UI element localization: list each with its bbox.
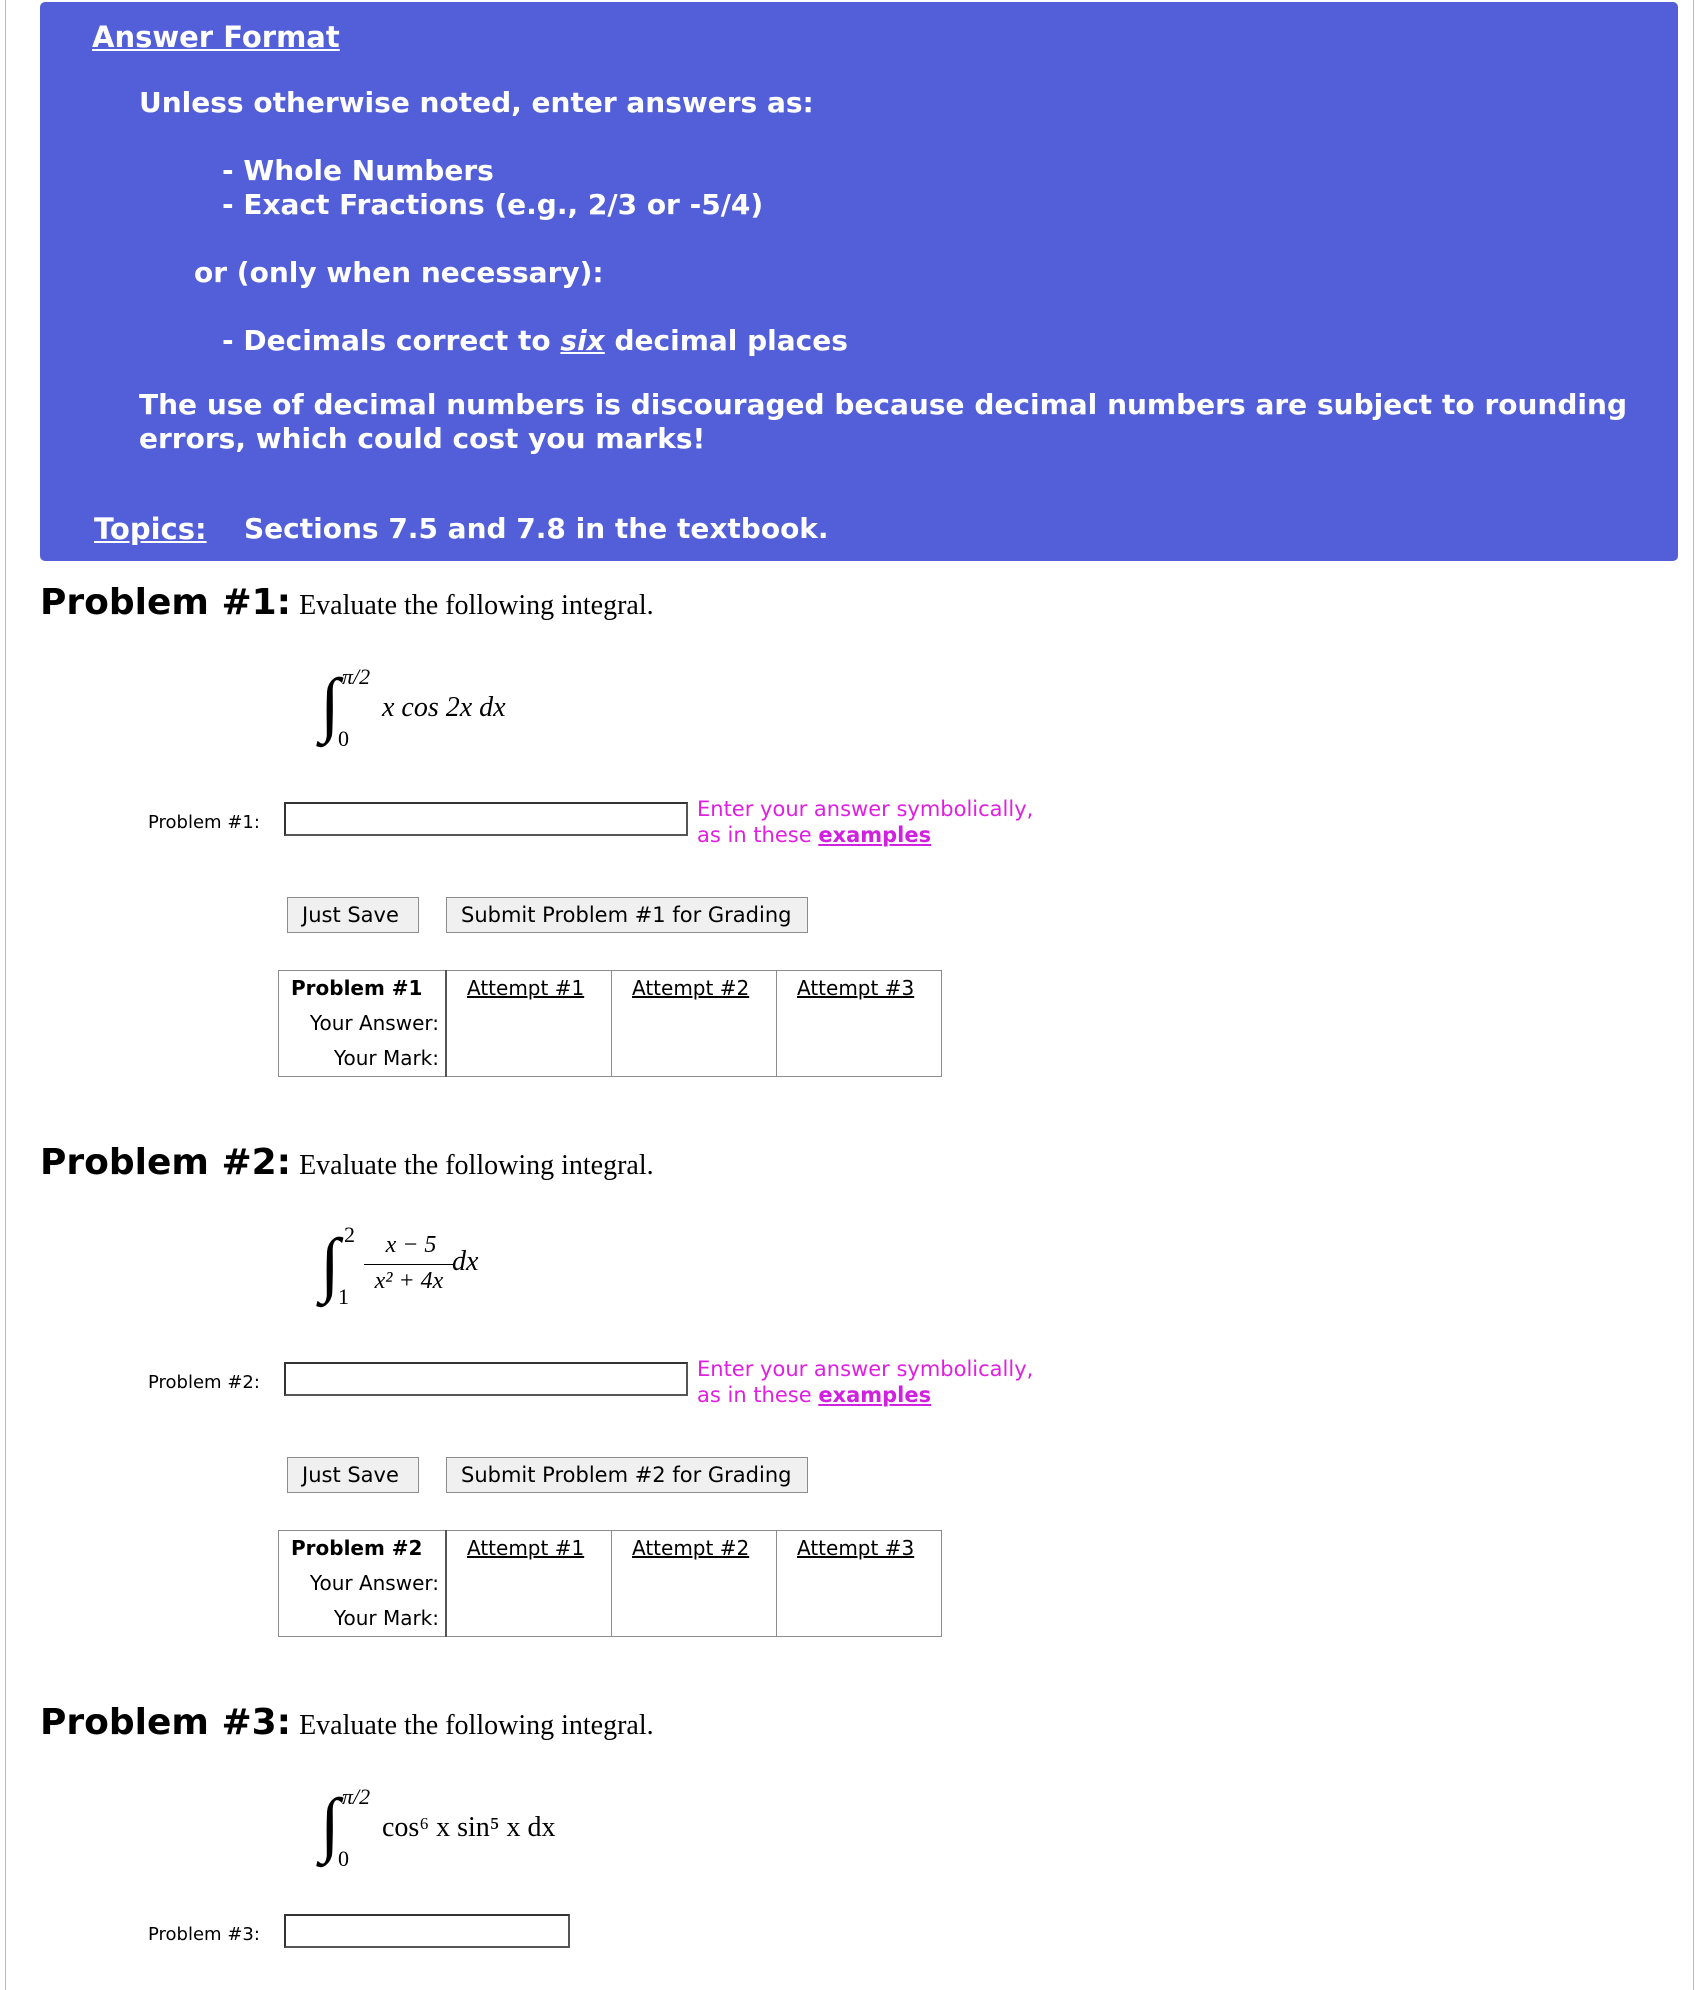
topics-value: Sections 7.5 and 7.8 in the textbook.	[244, 512, 829, 545]
lower-limit: 0	[338, 1846, 349, 1871]
table-header: Problem #1	[291, 976, 423, 1000]
examples-link[interactable]: examples	[818, 1383, 932, 1407]
your-answer-label: Your Answer:	[309, 1011, 439, 1035]
hint-line-2: as in these examples	[697, 1383, 932, 1407]
submit-button-2[interactable]: Submit Problem #2 for Grading	[446, 1457, 808, 1493]
problem-2-answer-input[interactable]	[284, 1362, 688, 1396]
problem-2-input-label: Problem #2:	[148, 1372, 260, 1393]
examples-link[interactable]: examples	[818, 823, 932, 847]
problem-3-question: Evaluate the following integral.	[299, 1710, 654, 1741]
problem-1-question: Evaluate the following integral.	[299, 590, 654, 621]
problem-3-heading	[40, 1702, 654, 1743]
hint-line-1: Enter your answer symbolically,	[697, 1357, 1034, 1381]
problem-1-hint	[697, 796, 1033, 848]
problem-2-hint	[697, 1356, 1033, 1408]
numerator: x − 5	[385, 1232, 437, 1258]
attempt-1-link[interactable]: Attempt #1	[467, 976, 585, 1000]
your-mark-label: Your Mark:	[333, 1046, 439, 1070]
decimal-warning: The use of decimal numbers is discouraged because decimal numbers are subject to rounding errors, which could cost you marks!	[139, 388, 1627, 455]
attempts-table-2	[278, 1530, 942, 1637]
integrand: cos⁶ x sin⁵ x dx	[382, 1812, 556, 1843]
problem-2-heading	[40, 1142, 654, 1183]
just-save-button-2[interactable]: Just Save	[287, 1457, 419, 1493]
lower-limit: 1	[338, 1284, 349, 1309]
problem-3-title: Problem #3:	[40, 1702, 292, 1743]
denominator: x² + 4x	[374, 1268, 444, 1294]
lower-limit: 0	[338, 726, 349, 751]
attempts-table-1	[278, 970, 942, 1077]
your-mark-label: Your Mark:	[333, 1606, 439, 1630]
hint-line-2: as in these examples	[697, 823, 932, 847]
emphasis-six: six	[560, 324, 605, 357]
submit-button-1[interactable]: Submit Problem #1 for Grading	[446, 897, 808, 933]
fraction-bar	[364, 1264, 454, 1265]
attempt-3-link[interactable]: Attempt #3	[797, 976, 915, 1000]
answer-format-or-line: or (only when necessary):	[194, 256, 604, 289]
answer-format-heading: Answer Format	[92, 20, 340, 54]
table-header: Problem #2	[291, 1536, 423, 1560]
table-labels	[279, 971, 447, 1077]
answer-format-panel	[40, 2, 1678, 561]
integral-sign-icon: ∫	[320, 664, 340, 744]
answer-format-intro: Unless otherwise noted, enter answers as:	[139, 86, 814, 119]
hint-line-1: Enter your answer symbolically,	[697, 797, 1034, 821]
problem-1-answer-input[interactable]	[284, 802, 688, 836]
problem-1-heading	[40, 582, 654, 623]
dx: dx	[452, 1246, 479, 1277]
attempt-1-link[interactable]: Attempt #1	[467, 1536, 585, 1560]
topics-link[interactable]: Topics:	[94, 512, 207, 546]
format-decimals: - Decimals correct to six decimal places	[222, 324, 848, 357]
problem-3-input-label: Problem #3:	[148, 1924, 260, 1945]
upper-limit: 2	[344, 1222, 355, 1247]
problem-2-title: Problem #2:	[40, 1142, 292, 1183]
your-answer-label: Your Answer:	[309, 1571, 439, 1595]
attempt-3-link[interactable]: Attempt #3	[797, 1536, 915, 1560]
just-save-button-1[interactable]: Just Save	[287, 897, 419, 933]
integrand: x cos 2x dx	[382, 692, 506, 723]
format-whole-numbers: - Whole Numbers	[222, 154, 494, 187]
problem-1-title: Problem #1:	[40, 582, 292, 623]
problem-1-input-label: Problem #1:	[148, 812, 260, 833]
format-exact-fractions: - Exact Fractions (e.g., 2/3 or -5/4)	[222, 188, 764, 221]
table-labels	[279, 1531, 447, 1637]
integral-sign-icon: ∫	[320, 1784, 340, 1864]
problem-3-answer-input[interactable]	[284, 1914, 570, 1948]
problem-2-question: Evaluate the following integral.	[299, 1150, 654, 1181]
attempt-2-link[interactable]: Attempt #2	[632, 1536, 750, 1560]
upper-limit: π/2	[342, 664, 371, 689]
attempt-2-link[interactable]: Attempt #2	[632, 976, 750, 1000]
integral-sign-icon: ∫	[320, 1224, 340, 1304]
upper-limit: π/2	[342, 1784, 371, 1809]
